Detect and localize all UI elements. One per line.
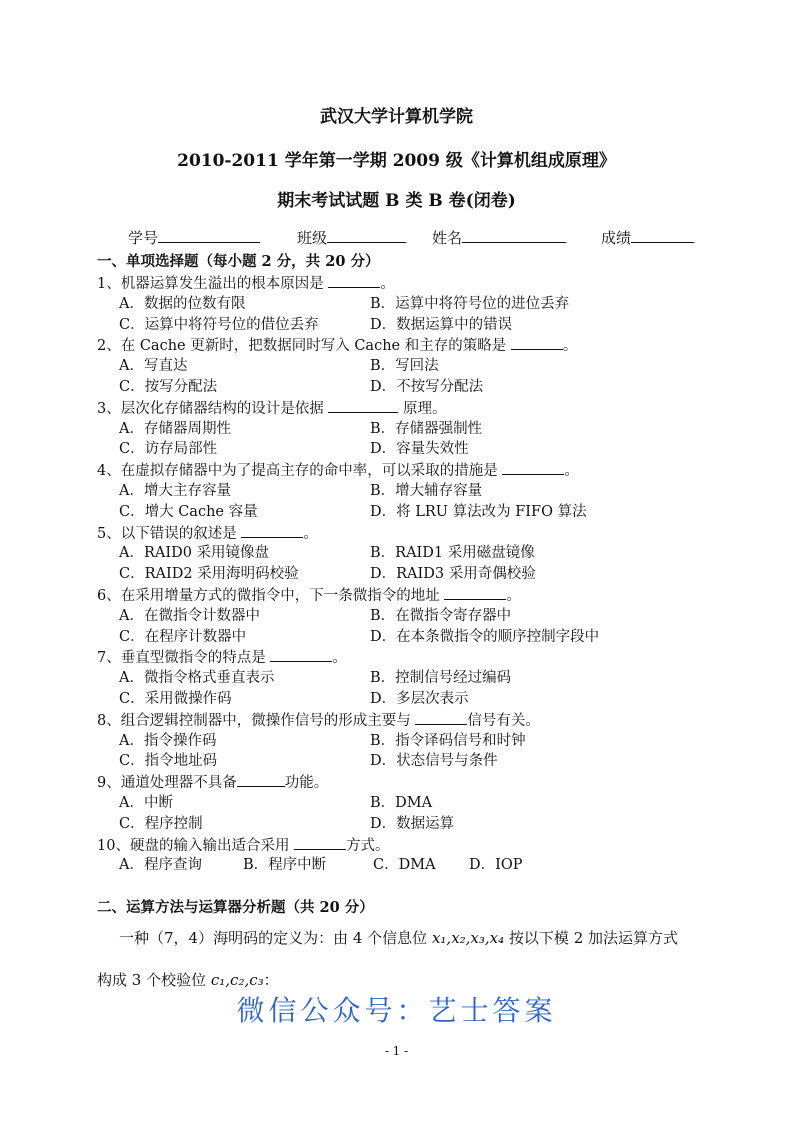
question-stem (97, 460, 579, 480)
option-c: C．按写分配法 (119, 379, 218, 395)
answer-blank (328, 273, 380, 288)
section-heading: 一、单项选择题（每小题 2 分，共 20 分） (97, 253, 380, 270)
option-c: C．采用微操作码 (119, 691, 232, 707)
answer-blank (328, 398, 398, 413)
math-vars: c₁,c₂,c₃ (210, 971, 264, 989)
option-b: B．增大辅存容量 (370, 483, 483, 499)
option-c: C．RAID2 采用海明码校验 (119, 566, 299, 583)
stem-text: 5、以下错误的叙述是 (97, 525, 242, 542)
option-a: A．增大主存容量 (119, 483, 231, 499)
field-underline (462, 227, 566, 243)
answer-blank (511, 335, 563, 350)
stem-tail: 方式。 (346, 837, 390, 854)
option-d: D．多层次表示 (370, 691, 469, 707)
paragraph (97, 970, 279, 990)
option-b: B．程序中断 (243, 857, 327, 874)
section-heading: 二、运算方法与运算器分析题（共 20 分） (97, 899, 374, 916)
answer-blank (444, 585, 506, 600)
stem-text: 9、通道处理器不具备 (97, 775, 237, 792)
option-d: D．状态信号与条件 (370, 753, 498, 770)
stem-text: 2、在 Cache 更新时，把数据同时写入 Cache 和主存的策略是 (97, 338, 511, 355)
text: 按以下模 2 加法运算方式 (504, 929, 679, 947)
stem-tail: 信号有关。 (467, 712, 540, 729)
class-field (297, 227, 406, 247)
math-vars: x₁,x₂,x₃,x₄ (431, 929, 505, 947)
option-b: B．指令译码信号和时钟 (370, 732, 526, 749)
course-title: 2010-2011 学年第一学期 2009 级《计算机组成原理》 (177, 151, 616, 171)
name-field (432, 227, 566, 247)
field-underline (327, 227, 406, 243)
answer-blank (415, 710, 467, 725)
field-label: 学号 (128, 229, 159, 247)
stem-text: 3、层次化存储器结构的设计是依据 (97, 400, 329, 417)
stem-text: 1、机器运算发生溢出的根本原因是 (97, 276, 329, 292)
stem-tail: 。 (303, 525, 318, 542)
stem-tail: 。 (564, 463, 579, 480)
watermark: 微信公众号：艺士答案 (236, 994, 557, 1027)
question-stem (97, 335, 577, 355)
option-b: B．RAID1 采用磁盘镜像 (370, 545, 535, 562)
stem-text: 6、在采用增量方式的微指令中，下一条微指令的地址 (97, 588, 445, 604)
score-field (601, 227, 694, 247)
option-a: A．微指令格式垂直表示 (119, 670, 275, 687)
option-d: D．容量失效性 (370, 441, 469, 458)
stem-text: 8、组合逻辑控制器中，微操作信号的形成主要与 (97, 712, 416, 729)
stem-tail: 。 (506, 588, 521, 604)
field-underline (631, 227, 694, 243)
answer-blank (502, 460, 564, 475)
option-c: C．程序控制 (119, 815, 203, 832)
question-stem (97, 523, 318, 543)
question-stem (97, 398, 446, 418)
option-a: A．中断 (119, 795, 173, 811)
field-label: 成绩 (601, 229, 632, 247)
stem-tail: 功能。 (284, 775, 329, 792)
stem-tail: 。 (380, 276, 395, 292)
option-c: C．DMA (373, 857, 436, 874)
stem-text: 10、硬盘的输入输出适合采用 (97, 837, 295, 854)
option-c: C．运算中将符号位的借位丢弃 (119, 316, 319, 333)
option-c: C．在程序计数器中 (119, 628, 247, 645)
question-stem (97, 273, 395, 293)
option-a: A．指令操作码 (119, 732, 217, 749)
option-d: D．数据运算中的错误 (370, 316, 513, 333)
text: ： (263, 971, 279, 989)
question-stem (97, 710, 540, 730)
option-a: A．写直达 (119, 358, 188, 375)
option-c: C．指令地址码 (119, 753, 218, 770)
option-b: B．控制信号经过编码 (370, 670, 512, 687)
answer-blank (237, 772, 285, 787)
field-label: 班级 (297, 229, 328, 247)
student-id-field (128, 227, 260, 247)
option-c: C．访存局部性 (119, 441, 218, 458)
option-a: A．存储器周期性 (119, 420, 231, 437)
paragraph (119, 928, 678, 948)
stem-tail: 原理。 (398, 400, 447, 417)
option-b: B．存储器强制性 (370, 420, 483, 437)
question-stem (97, 585, 521, 605)
option-d: D．将 LRU 算法改为 FIFO 算法 (370, 503, 587, 520)
answer-blank (241, 523, 303, 538)
question-stem (97, 772, 328, 792)
option-a: A．RAID0 采用镜像盘 (119, 545, 270, 562)
text: 构成 3 个校验位 (97, 971, 207, 989)
exam-title: 期末考试试题 B 类 B 卷(闭卷) (277, 191, 516, 211)
school-title: 武汉大学计算机学院 (320, 107, 473, 127)
option-a: A．程序查询 (119, 857, 202, 874)
stem-text: 7、垂直型微指令的特点是 (97, 650, 271, 667)
question-stem (97, 835, 390, 855)
option-b: B．在微指令寄存器中 (370, 607, 512, 624)
field-underline (158, 227, 260, 243)
option-d: D．不按写分配法 (370, 379, 484, 395)
stem-tail: 。 (562, 338, 578, 355)
answer-blank (294, 835, 346, 850)
option-a: A．在微指令计数器中 (119, 607, 260, 624)
page-number: - 1 - (384, 1044, 409, 1058)
text: 一种（7，4）海明码的定义为：由 4 个信息位 (119, 929, 428, 947)
option-d: D．IOP (469, 857, 523, 874)
answer-blank (270, 647, 332, 662)
stem-tail: 。 (332, 650, 347, 667)
option-d: D．在本条微指令的顺序控制字段中 (370, 628, 600, 645)
field-label: 姓名 (432, 229, 463, 247)
question-stem (97, 647, 347, 667)
option-c: C．增大 Cache 容量 (119, 503, 258, 520)
option-d: D．RAID3 采用奇偶校验 (370, 566, 536, 583)
option-a: A．数据的位数有限 (119, 295, 246, 312)
option-b: B．运算中将符号位的进位丢弃 (370, 295, 570, 312)
option-d: D．数据运算 (370, 815, 455, 832)
option-b: B．写回法 (370, 358, 439, 375)
option-b: B．DMA (370, 795, 433, 811)
stem-text: 4、在虚拟存储器中为了提高主存的命中率，可以采取的措施是 (97, 463, 503, 480)
